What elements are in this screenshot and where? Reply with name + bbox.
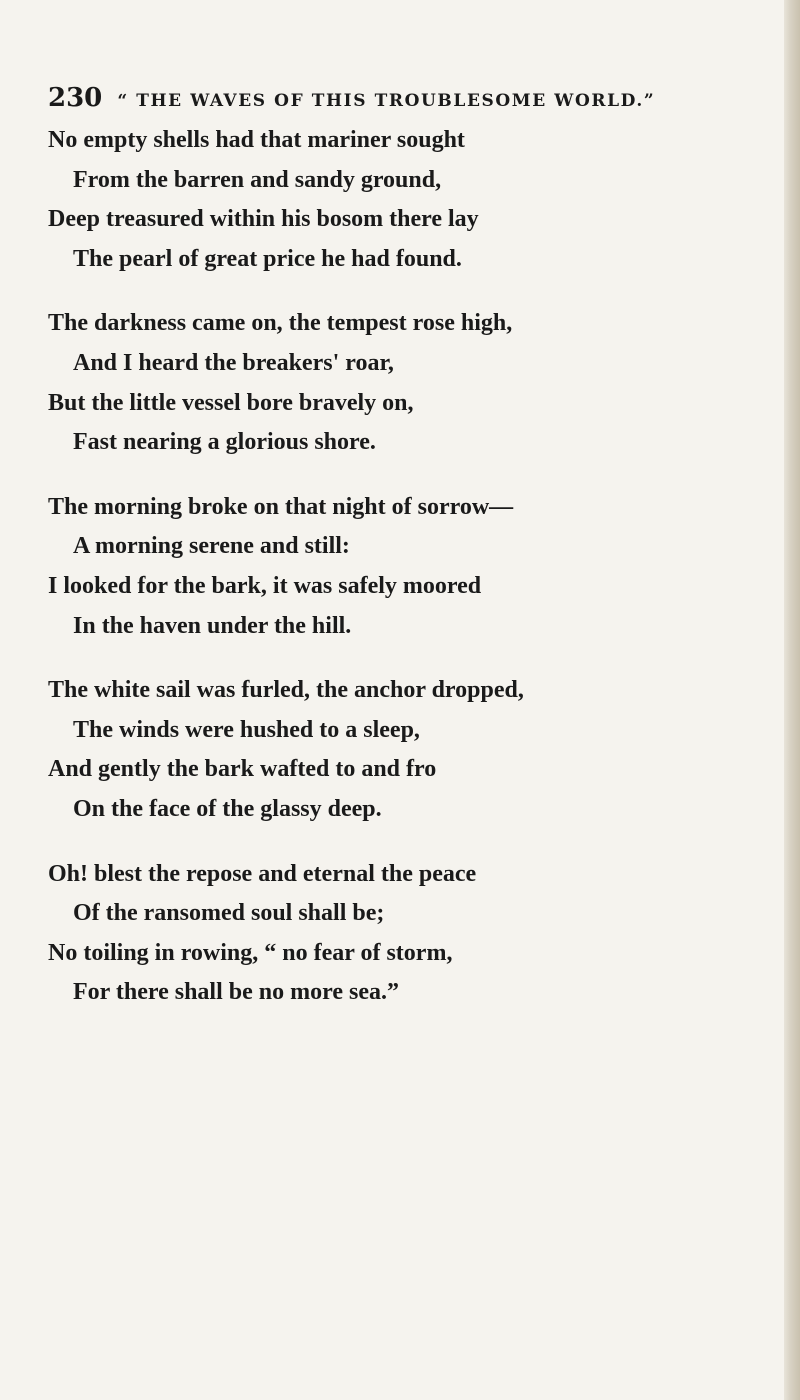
stanza-1 [48, 121, 524, 279]
poem-line: Fast nearing a glorious shore. [73, 429, 376, 456]
poem-line: Deep treasured within his bosom there lay [48, 206, 479, 233]
poem-line: From the barren and sandy ground, [73, 166, 442, 193]
poem-line: And I heard the breakers' roar, [73, 349, 394, 376]
poem-line: And gently the bark wafted to and fro [48, 756, 437, 783]
poem-line: The white sail was furled, the anchor dropped, [48, 677, 524, 704]
poem-line: I looked for the bark, it was safely moored [48, 572, 482, 599]
poem-line: No toiling in rowing, “ no fear of storm, [48, 939, 453, 966]
poem-line: The morning broke on that night of sorrow— [48, 493, 514, 520]
poem-line: Of the ransomed soul shall be; [73, 900, 385, 927]
stanza-3 [48, 488, 524, 646]
poem-line: The darkness came on, the tempest rose high, [48, 310, 513, 337]
running-title: “ THE WAVES OF THIS TROUBLESOME WORLD.” [117, 91, 656, 111]
poem-line: The pearl of great price he had found. [73, 245, 462, 272]
poem-line: Oh! blest the repose and eternal the peace [48, 860, 477, 887]
page-edge [784, 0, 800, 1400]
poem [48, 121, 524, 1038]
poem-line: The winds were hushed to a sleep, [73, 716, 420, 743]
poem-line: In the haven under the hill. [73, 612, 352, 639]
stanza-4 [48, 671, 524, 829]
stanza-5 [48, 855, 524, 1013]
poem-line: A morning serene and still: [73, 533, 350, 560]
poem-line: But the little vessel bore bravely on, [48, 389, 414, 416]
poem-line: No empty shells had that mariner sought [48, 127, 465, 153]
page-number: 230 [48, 83, 103, 113]
poem-line: On the face of the glassy deep. [73, 795, 382, 822]
stanza-2 [48, 304, 524, 462]
poem-line: For there shall be no more sea.” [73, 979, 399, 1006]
page-header [48, 83, 655, 113]
